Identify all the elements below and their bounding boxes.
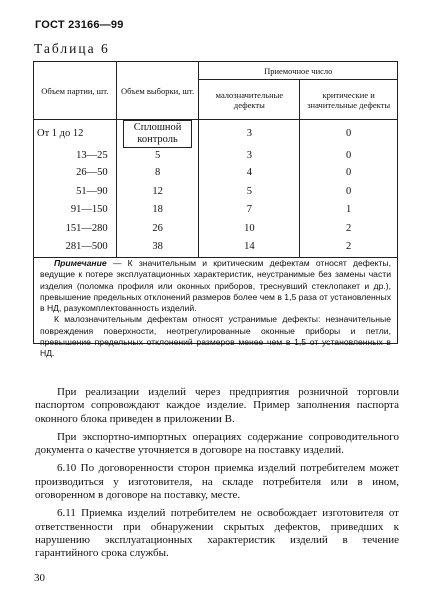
cell-lot: 281—500 [34, 238, 117, 257]
body-paragraph: 6.10 По договоренности сторон приемка изделий потребителем может производиться у изготовителя, на складе потребителя или в ином, оговоренном в договоре на поставку, месте. [35, 462, 399, 502]
cell-lot: От 1 до 12 [34, 120, 117, 149]
cell-critical: 0 [300, 164, 398, 182]
note-paragraph-2: К малозначительным дефектам относят устранимые дефекты: незначительные повреждения поверхности, неотрегулированные оконные приборы и петли, превышение предельных отклонений размеров менее чем в 1,5 от установленных в НД. [40, 314, 391, 359]
note-paragraph [40, 258, 391, 314]
cell-lot: 26—50 [34, 164, 117, 182]
cell-minor: 10 [199, 219, 300, 238]
cell-sample-text: Сплошной контроль [123, 120, 193, 148]
cell-sample: 12 [116, 182, 199, 201]
cell-minor: 3 [199, 148, 300, 164]
note-text: — К значительным и критическим дефектам относят дефекты, ведущие к потере эксплуатационных характеристик, неустранимые без замены части изделия (поломка профиля или оконных приборов, треснувший стеклопакет и др.), превышение предельных отклонений размеров более чем в 1,5 раза от установленных в НД, разукомплектованность изделий. [40, 258, 391, 314]
body-paragraph: При экспортно-импортных операциях содержание сопроводительного документа о качестве уточняется в договоре на поставку изделий. [35, 430, 399, 457]
cell-critical: 1 [300, 201, 398, 219]
cell-sample [116, 120, 199, 149]
cell-critical: 0 [300, 182, 398, 201]
cell-sample: 5 [116, 148, 199, 164]
cell-critical: 2 [300, 219, 398, 238]
table-row [34, 182, 398, 201]
cell-lot: 151—280 [34, 219, 117, 238]
note-label: Примечание [54, 258, 107, 268]
cell-minor: 5 [199, 182, 300, 201]
table-row [34, 219, 398, 238]
table-row [34, 164, 398, 182]
table-row [34, 120, 398, 149]
cell-sample: 18 [116, 201, 199, 219]
cell-sample: 8 [116, 164, 199, 182]
header-acceptance-number: Приемочное число [199, 62, 398, 80]
cell-critical: 0 [300, 148, 398, 164]
cell-minor: 14 [199, 238, 300, 257]
cell-sample: 26 [116, 219, 199, 238]
header-sample-volume: Объем выборки, шт. [116, 62, 199, 120]
header-lot-volume: Объем партии, шт. [34, 62, 117, 120]
table-note [33, 254, 398, 359]
header-critical-defects: критические и значительные дефекты [300, 80, 398, 120]
cell-minor: 7 [199, 201, 300, 219]
cell-minor: 4 [199, 164, 300, 182]
body-paragraph: При реализации изделий через предприятия розничной торговли паспортом сопровождают каждое изделие. Пример заполнения паспорта оконного блока приведен в приложении В. [35, 386, 399, 425]
table-caption: Таблица 6 [34, 41, 110, 56]
page-number: 30 [34, 572, 45, 584]
cell-critical: 0 [300, 120, 398, 149]
cell-lot: 51—90 [34, 182, 117, 201]
body-paragraph: 6.11 Приемка изделий потребителем не освобождает изготовителя от ответственности при обнаружении скрытых дефектов, приведших к нарушению эксплуатационных характеристик изделий в течение гарантийного срока службы. [35, 507, 399, 560]
acceptance-table [33, 61, 398, 258]
cell-minor: 3 [199, 120, 300, 149]
cell-critical: 2 [300, 238, 398, 257]
table-row [34, 148, 398, 164]
cell-sample: 38 [116, 238, 199, 257]
body-text [35, 386, 399, 566]
table-row [34, 201, 398, 219]
cell-lot: 13—25 [34, 148, 117, 164]
document-header: ГОСТ 23166—99 [35, 19, 124, 31]
cell-lot: 91—150 [34, 201, 117, 219]
header-minor-defects: малозначительные дефекты [199, 80, 300, 120]
